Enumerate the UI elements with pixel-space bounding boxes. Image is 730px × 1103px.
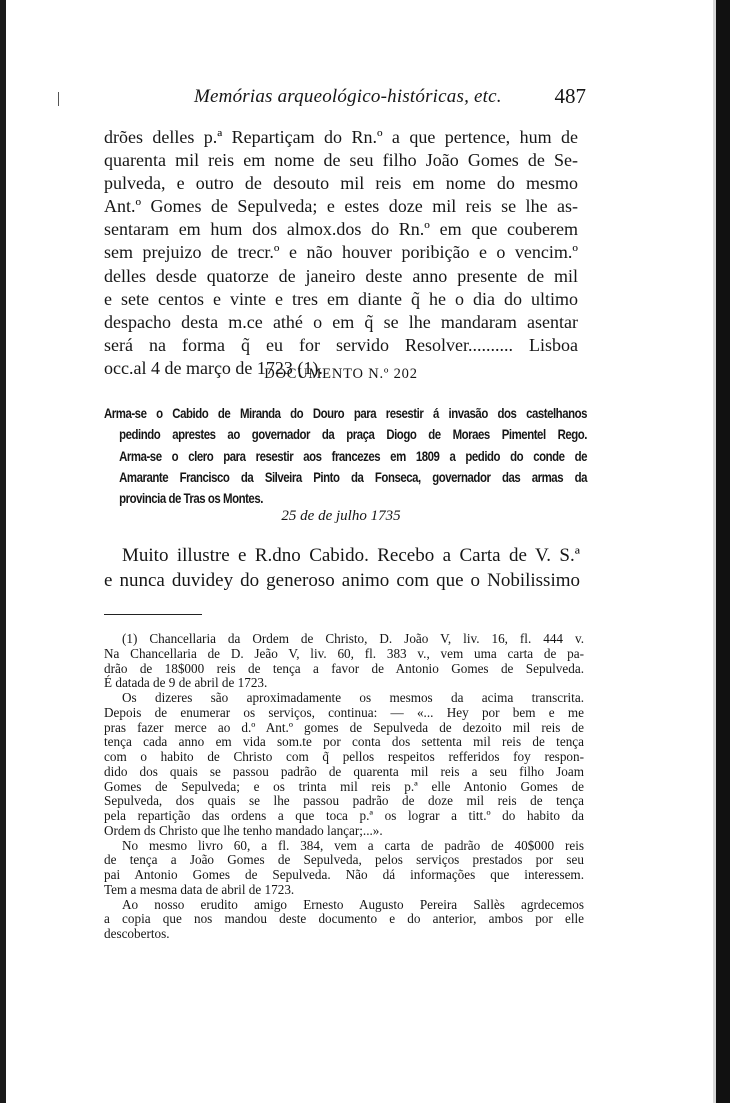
body-line: e sete centos e vinte e tres em diante q̃ he o dia do ultimo (104, 288, 578, 309)
footnotes (104, 632, 584, 942)
body-text (104, 126, 578, 380)
document-summary (104, 403, 588, 509)
running-head (104, 82, 588, 112)
document-date: 25 de de julho 1735 (281, 508, 401, 524)
footnote-line: (1) Chancellaria da Ordem de Christo, D. João V, liv. 16, fl. 444 v. (122, 631, 584, 646)
body-line: Ant.º Gomes de Sepulveda; e estes doze mil reis se lhe as- (104, 196, 578, 217)
summary-line: pedindo aprestes ao governador da praça Diogo de Moraes Pimentel Rego. (119, 427, 588, 443)
footnote-line: drão de 18$000 reis de tença a favor de Antonio Gomes de Sepulveda. (104, 660, 584, 676)
body-line: sentaram em hum dos almox.dos do Rn.º em que couberem (104, 219, 578, 240)
body-line: drões delles p.ª Repartiçam do Rn.º a que pertence, hum de (104, 127, 578, 147)
body-line: será na forma q̃ eu for servido Resolver.......... Lisboa (104, 334, 578, 355)
letter-line: e nunca duvidey do generoso animo com que o Nobilissimo (104, 570, 580, 591)
summary-line: Arma-se o Cabido de Miranda do Douro para resestir á invasão dos castelhanos (104, 406, 587, 421)
summary-line: Arma-se o clero para resestir aos francezes em 1809 a pedido do conde de (119, 448, 588, 464)
footnote-line: pela repartição das ordens a que toca p.ª os lograr a titt.º do habito da (104, 808, 584, 823)
body-line: occ.al 4 de março de 1723 (1). (104, 357, 323, 378)
body-line: sem prejuizo de trecr.º e não houver poribição e o vencim.º (104, 242, 578, 263)
summary-line: provincia de Tras os Montes. (119, 491, 263, 507)
footnote-line: Ordem ds Christo que lhe tenho mandado lançar;...». (104, 822, 383, 838)
letter-line: Muito illustre e R.dno Cabido. Recebo a Carta de V. S.ª (122, 545, 580, 566)
footnote-line: Tem a mesma data de abril de 1723. (104, 881, 295, 897)
footnote-line: a copia que nos mandou deste documento e do anterior, ambos por elle (104, 911, 584, 927)
footnote-line: Os dizeres são aproximadamente os mesmos da acima transcrita. (122, 690, 584, 705)
footnote-line: dido dos quais se passou padrão de quarenta mil reis a seu filho Joam (104, 763, 584, 779)
document-heading: DOCUMENTO N.º 202 (264, 366, 418, 382)
footnote-line: com o habito de Christo com q̃ pellos respeitos refferidos foy respon- (104, 749, 584, 764)
scan-mark (58, 92, 59, 106)
letter-text (104, 543, 580, 593)
footnote-line: Na Chancellaria de D. Jeão V, liv. 60, fl. 383 v., vem uma carta de pa- (104, 645, 584, 661)
scan-edge-left (0, 0, 6, 1103)
footnote-rule (104, 614, 202, 615)
footnote-line: É datada de 9 de abril de 1723. (104, 675, 268, 691)
footnote-line: No mesmo livro 60, a fl. 384, vem a carta de padrão de 40$000 reis (122, 837, 584, 853)
footnote-line: pras fazer merce ao d.º Ant.º gomes de Sepulveda de dezoito mil reis de (104, 719, 584, 735)
footnote-line: Sepulveda, dos quais se lhe passou padrão de doze mil reis de tença (104, 793, 584, 809)
body-line: pulveda, e outro de desouto mil reis em nome do mesmo (104, 173, 578, 194)
page-number: 487 (554, 84, 586, 108)
footnote-line: Ao nosso erudito amigo Ernesto Augusto Pereira Sallès agrdecemos (122, 896, 584, 912)
footnote-line: de tença a João Gomes de Sepulveda, pelos serviços prestados por seu (104, 852, 584, 868)
body-line: delles desde quatorze de janeiro deste anno presente de mil (104, 265, 578, 286)
footnote-line: Gomes de Sepulveda; e os trinta mil reis p.ª elle Antonio Gomes de (104, 778, 584, 794)
body-line: quarenta mil reis em nome de seu filho João Gomes de Se- (104, 150, 578, 171)
footnote-line: Depois de enumerar os serviços, continua: — «... Hey por bem e me (104, 704, 584, 720)
footnote-line: pai Antonio Gomes de Sepulveda. Não dá informações que interessem. (104, 867, 584, 882)
summary-line: Amarante Francisco da Silveira Pinto da Fonseca, governador das armas da (119, 469, 588, 485)
body-line: despacho desta m.ce athé o em q̃ se lhe mandaram asentar (104, 311, 578, 332)
running-title: Memórias arqueológico-históricas, etc. (194, 86, 502, 107)
footnote-line: tença cada anno em vida som.te por conta dos settenta mil reis de tença (104, 734, 584, 750)
scan-edge-right (716, 0, 730, 1103)
footnote-line: descobertos. (104, 926, 170, 941)
